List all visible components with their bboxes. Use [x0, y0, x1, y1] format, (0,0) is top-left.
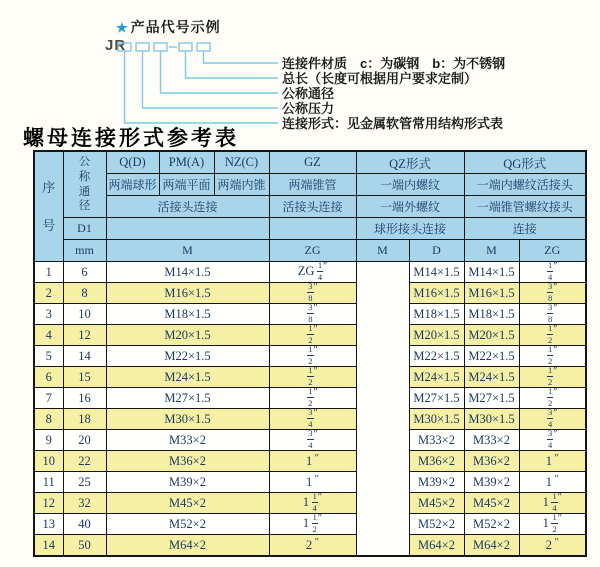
table-row	[34, 451, 586, 472]
gz-size-cell	[269, 367, 356, 388]
qg-zg-size-cell	[519, 430, 586, 451]
row-number-cell: 9	[34, 430, 63, 451]
qz-d-cell: M36×2	[409, 451, 464, 472]
qg-zg-size-cell	[519, 493, 586, 514]
nominal-diameter-cell: 22	[63, 451, 106, 472]
row-number-cell: 2	[34, 283, 63, 304]
nominal-diameter-cell: 32	[63, 493, 106, 514]
nominal-diameter-cell: 6	[63, 262, 106, 283]
m-thread-cell: M39×2	[106, 472, 269, 493]
header-gz-desc: 两端锥管	[269, 174, 356, 196]
fraction-prefix: 1	[545, 453, 555, 468]
fraction: $\frac{3}{4}$	[548, 429, 553, 450]
inch-mark: ″	[313, 282, 318, 293]
gz-size-cell	[269, 430, 356, 451]
inch-mark: ″	[554, 473, 559, 485]
fraction-prefix: 1	[542, 494, 552, 509]
row-number-cell: 6	[34, 367, 63, 388]
fraction: $\frac{1}{4}$	[317, 261, 323, 282]
m-thread-cell: M30×1.5	[106, 409, 269, 430]
header-mm: mm	[63, 240, 106, 262]
fraction: $\frac{1}{4}$	[552, 492, 557, 513]
nominal-diameter-cell: 40	[63, 514, 106, 535]
fraction-prefix: 2	[306, 537, 315, 552]
fraction: $\frac{1}{4}$	[312, 492, 317, 513]
qg-zg-size-cell	[519, 514, 586, 535]
nominal-diameter-cell: 15	[63, 367, 106, 388]
row-number-cell: 8	[34, 409, 63, 430]
table-row	[34, 346, 586, 367]
header-seq-text: 序号	[42, 179, 56, 233]
gz-size-cell	[269, 409, 356, 430]
qg-m-cell: M27×1.5	[464, 388, 519, 409]
m-thread-cell: M33×2	[106, 430, 269, 451]
fraction: $\frac{1}{2}$	[312, 513, 317, 534]
m-thread-cell: M64×2	[106, 535, 269, 557]
qg-m-cell: M22×1.5	[464, 346, 519, 367]
qg-m-cell: M52×2	[464, 514, 519, 535]
qg-m-cell: M20×1.5	[464, 325, 519, 346]
gz-size-cell	[269, 493, 356, 514]
fraction: $\frac{1}{2}$	[308, 366, 313, 387]
qg-m-cell: M36×2	[464, 451, 519, 472]
row-number-cell: 14	[34, 535, 63, 557]
qz-d-cell: M24×1.5	[409, 367, 464, 388]
empty-cell	[269, 218, 356, 240]
header-qg-desc: 一端内螺纹活接头	[464, 174, 586, 196]
m-thread-cell: M45×2	[106, 493, 269, 514]
label-diameter: 公称通径	[282, 86, 335, 101]
qg-zg-size-cell	[519, 283, 586, 304]
inch-mark: ″	[313, 408, 318, 419]
row-number-cell: 3	[34, 304, 63, 325]
qg-zg-size-cell	[519, 367, 586, 388]
inch-mark: ″	[553, 324, 558, 335]
qz-d-cell: M52×2	[409, 514, 464, 535]
product-code-title-text: 产品代号示例	[130, 19, 221, 35]
header-dn-text: 公称通径	[78, 156, 91, 213]
qz-d-cell: M14×1.5	[409, 262, 464, 283]
code-box-4	[179, 43, 192, 51]
empty-cell	[106, 218, 269, 240]
inch-mark: ″	[554, 452, 559, 464]
fraction: $\frac{3}{4}$	[548, 408, 553, 429]
header-row-5	[34, 240, 586, 262]
qg-zg-size-cell	[519, 325, 586, 346]
inch-mark: ″	[553, 408, 558, 419]
gz-size-cell	[269, 451, 356, 472]
nominal-diameter-cell: 10	[63, 304, 106, 325]
qz-d-cell: M30×1.5	[409, 409, 464, 430]
qg-zg-size-cell	[519, 409, 586, 430]
row-number-cell: 12	[34, 493, 63, 514]
table-row	[34, 472, 586, 493]
qz-d-cell: M18×1.5	[409, 304, 464, 325]
header-group-nzc: NZ(C)	[214, 151, 269, 174]
qg-zg-size-cell	[519, 262, 586, 283]
header-group-pma: PM(A)	[159, 151, 214, 174]
row-number-cell: 11	[34, 472, 63, 493]
label-length: 总长（长度可根据用户要求定制）	[282, 71, 478, 86]
inch-mark: ″	[553, 366, 558, 377]
inch-mark: ″	[314, 473, 319, 485]
table-row	[34, 388, 586, 409]
gz-size-cell	[269, 535, 356, 557]
header-pma-desc: 两端平面	[159, 174, 214, 196]
fraction: $\frac{3}{8}$	[548, 303, 553, 324]
inch-mark: ″	[313, 345, 318, 356]
row-number-cell: 7	[34, 388, 63, 409]
header-d1: D1	[63, 218, 106, 240]
code-box-2	[136, 43, 149, 51]
header-qz-m-col: M	[356, 240, 409, 262]
qg-m-cell: M14×1.5	[464, 262, 519, 283]
nominal-diameter-cell: 20	[63, 430, 106, 451]
gz-size-cell	[269, 388, 356, 409]
header-dn	[63, 151, 106, 218]
header-row-4	[34, 218, 586, 240]
fraction: $\frac{3}{4}$	[308, 408, 313, 429]
header-qg-zg-col: ZG	[519, 240, 586, 262]
header-group-qg: QG形式	[464, 151, 586, 174]
fraction: $\frac{3}{8}$	[308, 303, 313, 324]
qg-m-cell: M45×2	[464, 493, 519, 514]
connector-line-pressure	[143, 51, 279, 108]
header-ball-joint-connect: 球形接头连接	[356, 218, 464, 240]
header-group-qd: Q(D)	[106, 151, 159, 174]
row-number-cell: 1	[34, 262, 63, 283]
table-title: 螺母连接形式参考表	[23, 126, 239, 150]
fraction: $\frac{1}{2}$	[308, 387, 313, 408]
fraction-prefix: 1	[302, 515, 312, 530]
inch-mark: ″	[317, 513, 323, 524]
inch-mark: ″	[553, 261, 558, 272]
m-thread-cell: M24×1.5	[106, 367, 269, 388]
qg-zg-size-cell	[519, 535, 586, 557]
header-connect: 连接	[464, 218, 586, 240]
nominal-diameter-cell: 25	[63, 472, 106, 493]
inch-mark: ″	[557, 492, 562, 503]
header-nzc-desc: 两端内锥	[214, 174, 269, 196]
header-qz-desc: 一端内螺纹	[356, 174, 464, 196]
m-thread-cell: M52×2	[106, 514, 269, 535]
qg-zg-size-cell	[519, 472, 586, 493]
qg-zg-size-cell	[519, 346, 586, 367]
table-row	[34, 283, 586, 304]
table-row	[34, 367, 586, 388]
inch-mark: ″	[313, 429, 318, 440]
qz-d-cell: M16×1.5	[409, 283, 464, 304]
label-connection-form: 连接形式：见金属软管常用结构形式表	[282, 116, 504, 131]
qg-m-cell: M33×2	[464, 430, 519, 451]
gz-size-cell	[269, 304, 356, 325]
table-row	[34, 304, 586, 325]
m-thread-cell: M16×1.5	[106, 283, 269, 304]
m-thread-cell: M14×1.5	[106, 262, 269, 283]
qz-d-cell: M45×2	[409, 493, 464, 514]
gz-size-cell	[269, 283, 356, 304]
gz-size-cell	[269, 514, 356, 535]
qg-zg-size-cell	[519, 451, 586, 472]
header-qz-ext-thread: 一端外螺纹	[356, 196, 464, 218]
qz-d-cell: M22×1.5	[409, 346, 464, 367]
table-row	[34, 493, 586, 514]
table-header	[34, 151, 586, 262]
fraction: $\frac{3}{8}$	[308, 282, 313, 303]
qg-m-cell: M18×1.5	[464, 304, 519, 325]
fraction: $\frac{1}{2}$	[552, 513, 557, 534]
m-thread-cell: M36×2	[106, 451, 269, 472]
fraction-prefix: ZG	[297, 263, 317, 278]
qz-m-empty-cell	[356, 262, 409, 557]
header-gz-union-connect: 活接头连接	[269, 196, 356, 218]
connector-line-material	[204, 51, 279, 63]
inch-mark: ″	[557, 513, 562, 524]
connector-line-diameter	[161, 51, 279, 93]
connector-line-form	[125, 51, 279, 123]
code-box-1	[118, 43, 131, 51]
qz-d-cell: M33×2	[409, 430, 464, 451]
gz-size-cell	[269, 262, 356, 283]
m-thread-cell: M27×1.5	[106, 388, 269, 409]
nut-connection-table	[33, 150, 587, 557]
inch-mark: ″	[317, 492, 323, 503]
qg-zg-size-cell	[519, 388, 586, 409]
fraction: $\frac{1}{4}$	[548, 261, 553, 282]
fraction: $\frac{1}{2}$	[548, 366, 553, 387]
row-number-cell: 4	[34, 325, 63, 346]
header-qd-desc: 两端球形	[106, 174, 159, 196]
inch-mark: ″	[313, 303, 318, 314]
header-union-connect: 活接头连接	[106, 196, 269, 218]
qg-m-cell: M64×2	[464, 535, 519, 557]
nominal-diameter-cell: 18	[63, 409, 106, 430]
code-prefix: JR	[105, 37, 127, 54]
nominal-diameter-cell: 50	[63, 535, 106, 557]
table-row	[34, 535, 586, 557]
fraction: $\frac{1}{2}$	[308, 324, 313, 345]
header-qg-taper-joint: 一端锥管螺纹接头	[464, 196, 586, 218]
m-thread-cell: M18×1.5	[106, 304, 269, 325]
fraction: $\frac{3}{4}$	[308, 429, 313, 450]
gz-size-cell	[269, 472, 356, 493]
label-pressure: 公称压力	[282, 101, 335, 116]
qg-zg-size-cell	[519, 304, 586, 325]
fraction-prefix: 1	[306, 453, 315, 468]
header-seq	[34, 151, 63, 262]
header-group-gz: GZ	[269, 151, 356, 174]
inch-mark: ″	[313, 366, 318, 377]
header-zg-col: ZG	[269, 240, 356, 262]
fraction-prefix: 2	[545, 537, 555, 552]
inch-mark: ″	[553, 282, 558, 293]
inch-mark: ″	[553, 303, 558, 314]
nominal-diameter-cell: 16	[63, 388, 106, 409]
code-box-5	[197, 43, 210, 51]
gz-size-cell	[269, 325, 356, 346]
qg-m-cell: M39×2	[464, 472, 519, 493]
code-box-3	[154, 43, 167, 51]
inch-mark: ″	[323, 261, 328, 272]
gz-size-cell	[269, 346, 356, 367]
qz-d-cell: M27×1.5	[409, 388, 464, 409]
row-number-cell: 10	[34, 451, 63, 472]
header-row-1	[34, 151, 586, 174]
inch-mark: ″	[313, 387, 318, 398]
table-row	[34, 409, 586, 430]
nominal-diameter-cell: 12	[63, 325, 106, 346]
fraction: $\frac{1}{2}$	[548, 324, 553, 345]
header-row-3	[34, 196, 586, 218]
fraction-prefix: 1	[545, 474, 555, 489]
header-qz-d-col: D	[409, 240, 464, 262]
table-row	[34, 514, 586, 535]
qg-m-cell: M30×1.5	[464, 409, 519, 430]
fraction: $\frac{1}{2}$	[548, 387, 553, 408]
fraction-prefix: 1	[306, 474, 315, 489]
header-group-qz: QZ形式	[356, 151, 464, 174]
star-icon: ★	[116, 20, 129, 35]
qz-d-cell: M39×2	[409, 472, 464, 493]
qg-m-cell: M24×1.5	[464, 367, 519, 388]
inch-mark: ″	[553, 429, 558, 440]
qz-d-cell: M20×1.5	[409, 325, 464, 346]
nominal-diameter-cell: 8	[63, 283, 106, 304]
inch-mark: ″	[314, 536, 319, 548]
inch-mark: ″	[314, 452, 319, 464]
inch-mark: ″	[313, 324, 318, 335]
row-number-cell: 5	[34, 346, 63, 367]
inch-mark: ″	[554, 536, 559, 548]
row-number-cell: 13	[34, 514, 63, 535]
header-qg-m-col: M	[464, 240, 519, 262]
fraction-prefix: 1	[302, 494, 312, 509]
inch-mark: ″	[553, 387, 558, 398]
table-row	[34, 262, 586, 283]
qz-d-cell: M64×2	[409, 535, 464, 557]
fraction: $\frac{3}{8}$	[548, 282, 553, 303]
header-row-2	[34, 174, 586, 196]
connector-line-length	[186, 51, 279, 78]
table-row	[34, 430, 586, 451]
qg-m-cell: M16×1.5	[464, 283, 519, 304]
m-thread-cell: M20×1.5	[106, 325, 269, 346]
table-body	[34, 262, 586, 557]
nominal-diameter-cell: 14	[63, 346, 106, 367]
fraction: $\frac{1}{2}$	[548, 345, 553, 366]
label-material: 连接件材质 c：为碳钢 b：为不锈钢	[282, 56, 506, 71]
table-row	[34, 325, 586, 346]
m-thread-cell: M22×1.5	[106, 346, 269, 367]
fraction: $\frac{1}{2}$	[308, 345, 313, 366]
fraction-prefix: 1	[542, 515, 552, 530]
header-m-col: M	[106, 240, 269, 262]
inch-mark: ″	[553, 345, 558, 356]
